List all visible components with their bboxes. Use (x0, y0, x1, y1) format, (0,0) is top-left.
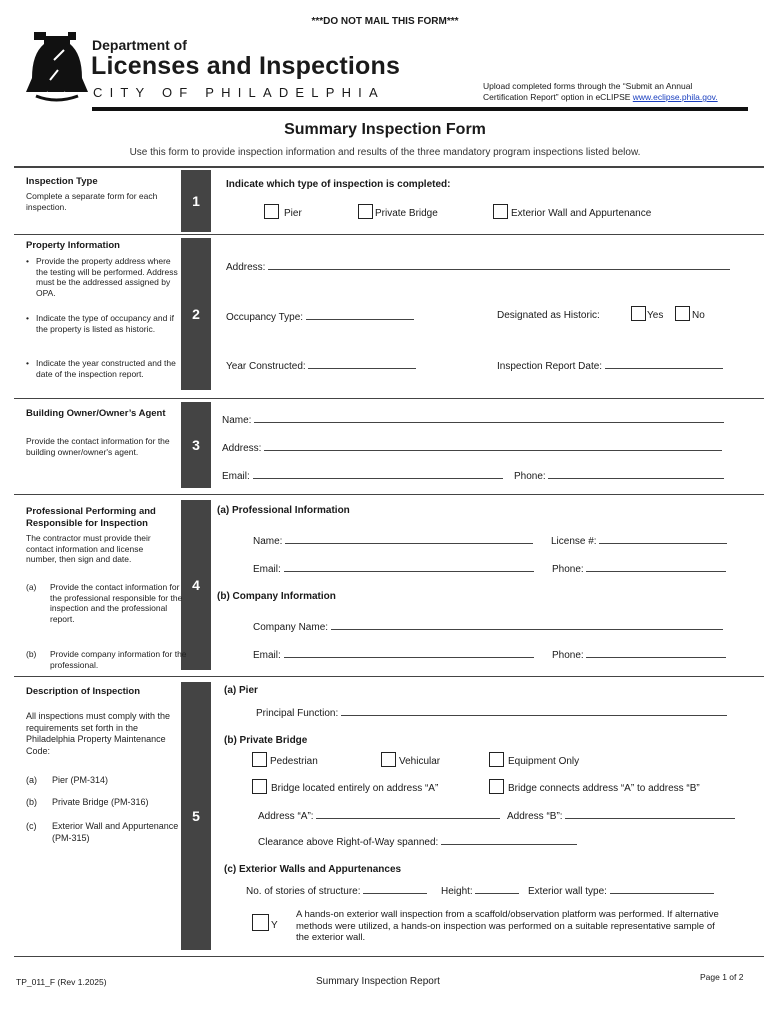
pedestrian-label: Pedestrian (270, 756, 318, 767)
occupancy-type-field[interactable]: Occupancy Type: (226, 310, 414, 323)
do-not-mail-notice: ***DO NOT MAIL THIS FORM*** (311, 16, 459, 27)
section-4-heading: Professional Performing and Responsible for Inspection (26, 506, 156, 529)
section-2-number: 2 (181, 238, 211, 390)
hands-on-checkbox[interactable] (252, 914, 269, 931)
bridge-entirely-checkbox[interactable] (252, 779, 267, 794)
hands-on-check-label: Y (271, 920, 278, 931)
owner-email-field[interactable]: Email: (222, 469, 503, 482)
pier-heading: (a) Pier (224, 685, 258, 696)
inspection-type-prompt: Indicate which type of inspection is completed: (226, 179, 451, 190)
owner-name-field[interactable]: Name: (222, 413, 724, 426)
company-info-heading: (b) Company Information (217, 591, 336, 602)
section-5-heading: Description of Inspection (26, 686, 141, 697)
principal-function-field[interactable]: Principal Function: (256, 706, 727, 719)
private-bridge-label: Private Bridge (375, 208, 438, 219)
divider (14, 956, 764, 957)
section-1-heading: Inspection Type (26, 176, 98, 187)
equipment-only-checkbox[interactable] (489, 752, 504, 767)
owner-address-field[interactable]: Address: (222, 441, 722, 454)
vehicular-checkbox[interactable] (381, 752, 396, 767)
liberty-bell-logo (24, 30, 90, 102)
section-1-desc: Complete a separate form for each inspection. (26, 191, 158, 212)
bridge-connects-label: Bridge connects address “A” to address “B” (508, 783, 700, 794)
exterior-walls-heading: (c) Exterior Walls and Appurtenances (224, 864, 402, 875)
divider (14, 398, 764, 399)
historic-no-checkbox[interactable] (675, 306, 690, 321)
code-bridge: (b) Private Bridge (PM-316) (26, 797, 149, 807)
exterior-wall-checkbox[interactable] (493, 204, 508, 219)
dept-line-2: Licenses and Inspections (91, 52, 401, 80)
vehicular-label: Vehicular (399, 756, 441, 767)
divider (14, 166, 764, 168)
section-4-item-a: (a) Provide the contact information for the professional responsible for the inspection and the professional report. (26, 582, 183, 624)
eclipse-link[interactable]: www.eclipse.phila.gov. (632, 92, 718, 102)
private-bridge-heading: (b) Private Bridge (224, 735, 308, 746)
section-4-number: 4 (181, 500, 211, 670)
company-email-field[interactable]: Email: (253, 648, 534, 661)
property-bullet-3: • Indicate the year constructed and the date of the inspection report. (26, 358, 176, 379)
pier-checkbox[interactable] (264, 204, 279, 219)
section-4-item-b: (b) Provide company information for the professional. (26, 649, 187, 670)
private-bridge-checkbox[interactable] (358, 204, 373, 219)
year-constructed-field[interactable]: Year Constructed: (226, 359, 416, 372)
professional-email-field[interactable]: Email: (253, 562, 534, 575)
section-2-heading: Property Information (26, 240, 120, 251)
stories-field[interactable]: No. of stories of structure: (246, 884, 427, 897)
page-subtitle: Use this form to provide inspection information and results of the three mandatory program inspections listed below. (129, 147, 641, 158)
address-b-field[interactable]: Address “B”: (507, 809, 735, 822)
page-number: Page 1 of 2 (700, 972, 744, 982)
equipment-only-label: Equipment Only (508, 756, 580, 767)
professional-name-field[interactable]: Name: (253, 534, 533, 547)
section-3-desc: Provide the contact information for the building owner/owner's agent. (26, 436, 170, 457)
inspection-report-date-field[interactable]: Inspection Report Date: (497, 359, 723, 372)
section-1-number: 1 (181, 170, 211, 232)
company-name-field[interactable]: Company Name: (253, 620, 723, 633)
bridge-connects-checkbox[interactable] (489, 779, 504, 794)
property-bullet-1: • Provide the property address where the testing will be performed. Address must be the addressed assigned by OPA. (26, 256, 178, 298)
code-exterior-wall: (c) Exterior Wall and Appurtenance (PM-315) (26, 821, 179, 843)
section-3-number: 3 (181, 402, 211, 488)
section-5-number: 5 (181, 682, 211, 950)
address-a-field[interactable]: Address “A”: (258, 809, 500, 822)
exterior-wall-label: Exterior Wall and Appurtenance (511, 208, 652, 219)
code-pier: (a) Pier (PM-314) (26, 775, 109, 785)
property-address-field[interactable]: Address: (226, 260, 730, 273)
section-3-heading: Building Owner/Owner’s Agent (26, 408, 166, 419)
header-rule (92, 107, 748, 111)
bridge-entirely-label: Bridge located entirely on address “A” (271, 783, 439, 794)
professional-phone-field[interactable]: Phone: (552, 562, 726, 575)
clearance-field[interactable]: Clearance above Right-of-Way spanned: (258, 835, 577, 848)
owner-phone-field[interactable]: Phone: (514, 469, 724, 482)
dept-line-1: Department of (92, 37, 187, 53)
form-id: TP_011_F (Rev 1.2025) (16, 977, 107, 987)
historic-no-label: No (692, 310, 705, 321)
historic-label: Designated as Historic: (497, 310, 600, 321)
property-bullet-2: • Indicate the type of occupancy and if the property is listed as historic. (26, 313, 174, 334)
divider (14, 234, 764, 235)
historic-yes-checkbox[interactable] (631, 306, 646, 321)
divider (14, 494, 764, 495)
license-number-field[interactable]: License #: (551, 534, 727, 547)
pedestrian-checkbox[interactable] (252, 752, 267, 767)
company-phone-field[interactable]: Phone: (552, 648, 726, 661)
page-title: Summary Inspection Form (284, 121, 486, 138)
height-field[interactable]: Height: (441, 884, 519, 897)
historic-yes-label: Yes (647, 310, 664, 321)
wall-type-field[interactable]: Exterior wall type: (528, 884, 714, 897)
section-4-desc: The contractor must provide their contact information and license number, then sign and date. (26, 533, 151, 564)
divider (14, 676, 764, 677)
pier-label: Pier (284, 208, 302, 219)
hands-on-statement: A hands-on exterior wall inspection from a scaffold/observation platform was performed. If alternative methods were utilized, a hands-on inspection was performed on a suitable representative sample of the exterior wall. (296, 909, 719, 943)
professional-info-heading: (a) Professional Information (217, 505, 350, 516)
footer-title: Summary Inspection Report (316, 976, 440, 987)
section-5-desc: All inspections must comply with the requirements set forth in the Philadelphia Property Maintenance Code: (26, 711, 171, 756)
upload-instructions: Upload completed forms through the “Submit an Annual Certification Report” option in eCLIPSE www.eclipse.phila.gov. (483, 81, 718, 102)
dept-line-3: CITY OF PHILADELPHIA (93, 85, 385, 100)
